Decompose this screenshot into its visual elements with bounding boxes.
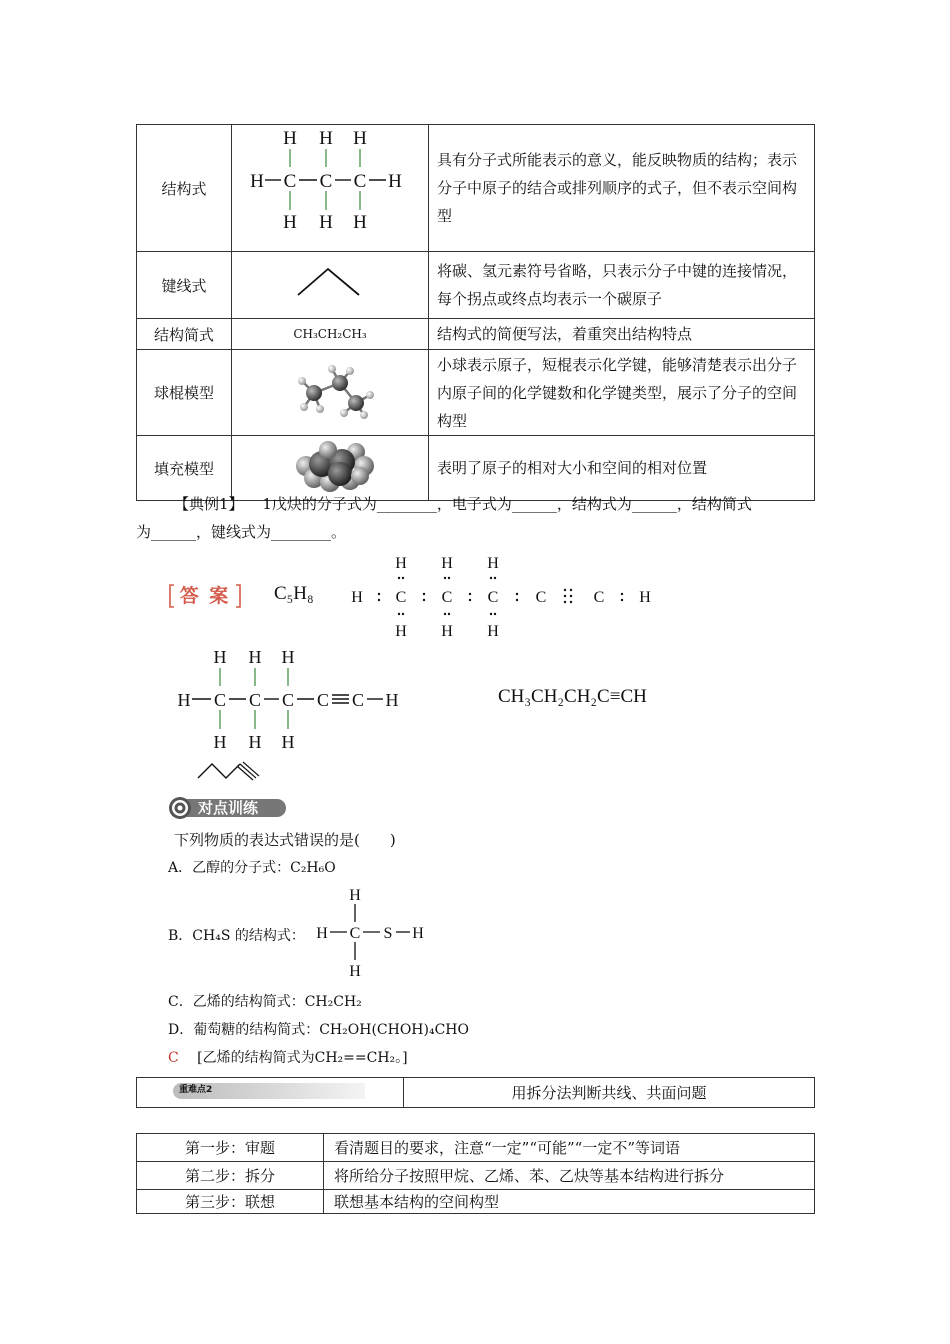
svg-text:H: H xyxy=(283,212,297,233)
practice-header xyxy=(168,796,286,820)
svg-text:C: C xyxy=(248,690,262,710)
svg-text:C: C xyxy=(316,690,330,710)
methanethiol-structural-formula xyxy=(310,882,430,982)
svg-text:H: H xyxy=(388,171,402,192)
target-icon xyxy=(168,796,194,820)
row-desc: 小球表示原子，短棍表示化学键，能够清楚表示出分子内原子间的化学键数和化学键类型，展示了分子的空间构型 xyxy=(429,350,815,436)
table-row xyxy=(137,1162,815,1190)
option-a: A．乙醇的分子式：C₂H₆O xyxy=(168,860,336,876)
svg-text:H: H xyxy=(441,555,453,572)
ball-stick-model-image xyxy=(232,350,429,436)
svg-text:H: H xyxy=(319,128,333,149)
option-b: B．CH₄S 的结构式： xyxy=(168,928,305,944)
svg-text:H: H xyxy=(248,732,262,752)
step-content: 将所给分子按照甲烷、乙烯、苯、乙炔等基本结构进行拆分 xyxy=(324,1162,815,1190)
svg-text:H: H xyxy=(441,623,453,640)
svg-text:H: H xyxy=(349,963,361,980)
svg-text:H: H xyxy=(283,128,297,149)
step-content: 看清题目的要求，注意“一定”“可能”“一定不”等词语 xyxy=(324,1134,815,1162)
skeletal-formula-image xyxy=(232,252,429,319)
option-d: D．葡萄糖的结构简式：CH₂OH(CHOH)₄CHO xyxy=(168,1022,469,1038)
svg-text:H: H xyxy=(412,925,424,942)
answer-molecular-formula: C₅H₈ xyxy=(274,583,314,604)
electron-dot-formula xyxy=(345,552,665,642)
condensed-formula: CH₃CH₂CH₃ xyxy=(232,319,429,350)
svg-text:H: H xyxy=(353,128,367,149)
keypoint-title: 用拆分法判断共线、共面问题 xyxy=(404,1078,815,1108)
svg-text:C: C xyxy=(349,925,361,942)
table-row xyxy=(137,252,815,319)
svg-text:C: C xyxy=(213,690,227,710)
svg-text:H: H xyxy=(487,623,499,640)
step-content: 联想基本结构的空间构型 xyxy=(324,1190,815,1214)
answer-badge xyxy=(168,583,242,609)
keypoint-tag: 重难点2 xyxy=(179,1085,213,1095)
example-tag: 【典例1】 xyxy=(174,495,244,513)
pentyne-structural-formula xyxy=(170,645,410,755)
svg-text:S: S xyxy=(383,925,393,942)
svg-text:H: H xyxy=(639,589,651,606)
svg-text:H: H xyxy=(213,732,227,752)
example-line2: 为______，键线式为________。 xyxy=(136,523,347,541)
svg-text:C: C xyxy=(535,589,547,606)
svg-text:H: H xyxy=(248,647,262,667)
svg-text:H: H xyxy=(353,212,367,233)
svg-text:H: H xyxy=(395,623,407,640)
row-label: 结构简式 xyxy=(137,319,232,350)
svg-text:H: H xyxy=(319,212,333,233)
answer-explanation: [乙烯的结构简式为CH₂==CH₂。] xyxy=(197,1050,408,1066)
propane-structural-formula xyxy=(232,125,429,252)
svg-text:C: C xyxy=(487,589,499,606)
keypoint-table xyxy=(136,1077,815,1108)
row-label: 填充模型 xyxy=(137,436,232,501)
svg-text:C: C xyxy=(353,171,367,192)
svg-text:H: H xyxy=(395,555,407,572)
svg-text:C: C xyxy=(441,589,453,606)
svg-text:C: C xyxy=(395,589,407,606)
option-c: C．乙烯的结构简式：CH₂CH₂ xyxy=(168,994,362,1010)
pentyne-skeletal-formula xyxy=(196,758,266,782)
table-row xyxy=(137,1190,815,1214)
svg-text:H: H xyxy=(213,647,227,667)
svg-text:C: C xyxy=(351,690,365,710)
svg-text:H: H xyxy=(351,589,363,606)
practice-question: 下列物质的表达式错误的是( ) xyxy=(174,831,396,849)
practice-header-label: 对点训练 xyxy=(198,799,259,817)
row-label: 结构式 xyxy=(137,125,232,252)
svg-text:H: H xyxy=(385,690,399,710)
table-row xyxy=(137,125,815,252)
row-desc: 结构式的简便写法，着重突出结构特点 xyxy=(429,319,815,350)
svg-text:H: H xyxy=(281,732,295,752)
row-desc: 具有分子式所能表示的意义，能反映物质的结构；表示分子中原子的结合或排列顺序的式子，但不表示空间构型 xyxy=(429,125,815,252)
svg-text:H: H xyxy=(250,171,264,192)
table-row xyxy=(137,319,815,350)
row-desc: 表明了原子的相对大小和空间的相对位置 xyxy=(429,436,815,501)
row-label: 键线式 xyxy=(137,252,232,319)
steps-table xyxy=(136,1133,815,1214)
representation-table xyxy=(136,124,815,501)
svg-text:H: H xyxy=(349,887,361,904)
table-row xyxy=(137,350,815,436)
step-label: 第二步：拆分 xyxy=(137,1162,324,1190)
svg-text:H: H xyxy=(316,925,328,942)
step-label: 第三步：联想 xyxy=(137,1190,324,1214)
step-label: 第一步：审题 xyxy=(137,1134,324,1162)
svg-text:C: C xyxy=(319,171,333,192)
answer-letter: C xyxy=(168,1050,179,1066)
svg-text:C: C xyxy=(283,171,297,192)
row-label: 球棍模型 xyxy=(137,350,232,436)
table-row xyxy=(137,1134,815,1162)
example-question: 1戊炔的分子式为________，电子式为______，结构式为______，结构简式 xyxy=(262,495,752,513)
pentyne-condensed-formula: CH₃CH₂CH₂C≡CH xyxy=(498,686,647,707)
svg-text:C: C xyxy=(593,589,605,606)
keypoint-tag-cell xyxy=(137,1078,404,1108)
answer-badge-label: 答 案 xyxy=(179,585,231,607)
example-line1 xyxy=(174,490,814,518)
practice-answer xyxy=(168,1044,408,1072)
row-desc: 将碳、氢元素符号省略，只表示分子中键的连接情况，每个拐点或终点均表示一个碳原子 xyxy=(429,252,815,319)
svg-text:H: H xyxy=(177,690,191,710)
svg-text:H: H xyxy=(487,555,499,572)
svg-text:H: H xyxy=(281,647,295,667)
svg-text:C: C xyxy=(281,690,295,710)
